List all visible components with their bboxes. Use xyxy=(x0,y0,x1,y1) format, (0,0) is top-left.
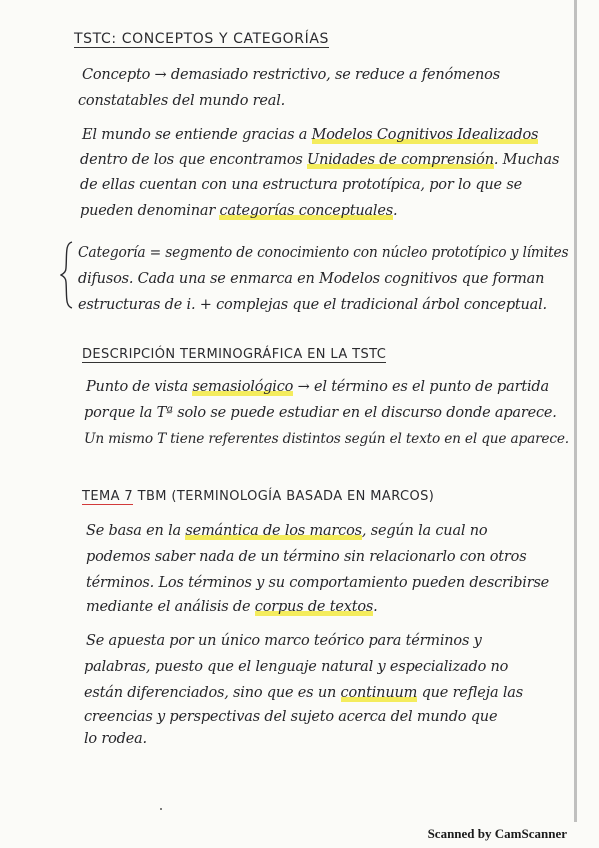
highlight-semantica-marcos: semántica de los marcos xyxy=(185,523,362,539)
tbm-line-2: podemos saber nada de un término sin relacionarlo con otros xyxy=(86,549,527,565)
descripcion-line-3: Un mismo T tiene referentes distintos según el texto en el que aparece. xyxy=(84,431,569,447)
concepto-line-1: Concepto → demasiado restrictivo, se reduce a fenómenos xyxy=(82,67,500,83)
concepto-line-2: constatables del mundo real. xyxy=(78,93,286,109)
highlight-continuum: continuum xyxy=(340,685,418,701)
mundo-line-4: pueden denominar categorías conceptuales. xyxy=(80,203,398,219)
categoria-line-2: difusos. Cada una se enmarca en Modelos cognitivos que forman xyxy=(78,271,545,287)
descripcion-line-1: Punto de vista semasiológico → el término es el punto de partida xyxy=(86,379,549,395)
highlight-modelos-cognitivos: Modelos Cognitivos Idealizados xyxy=(311,127,539,143)
apuesta-line-2: palabras, puesto que el lenguaje natural y especializado no xyxy=(84,659,509,675)
highlight-categorias-conceptuales: categorías conceptuales xyxy=(219,203,393,219)
highlight-semasiologico: semasiológico xyxy=(192,379,294,395)
categoria-line-3: estructuras de i. + complejas que el tradicional árbol conceptual. xyxy=(78,297,547,313)
descripcion-line-2: porque la Tª solo se puede estudiar en el discurso donde aparece. xyxy=(84,405,557,421)
tema7-label: TEMA 7 xyxy=(82,489,134,504)
tbm-line-1: Se basa en la semántica de los marcos, según la cual no xyxy=(86,523,488,539)
apuesta-line-3: están diferenciados, sino que es un continuum que refleja las xyxy=(84,685,523,701)
highlight-unidades-comprension: Unidades de comprensión xyxy=(307,152,494,168)
tbm-line-3: términos. Los términos y su comportamiento pueden describirse xyxy=(86,575,550,591)
apuesta-line-5: lo rodea. xyxy=(84,731,147,747)
tbm-line-4: mediante el análisis de corpus de textos. xyxy=(86,599,378,615)
apuesta-line-4: creencias y perspectivas del sujeto acerca del mundo que xyxy=(84,709,498,725)
page-title: TSTC: CONCEPTOS Y CATEGORÍAS xyxy=(74,31,330,47)
curly-brace xyxy=(60,240,74,310)
ink-speck xyxy=(160,808,162,810)
scanner-watermark: Scanned by CamScanner xyxy=(427,826,567,841)
highlight-corpus-textos: corpus de textos xyxy=(254,599,374,615)
section-heading-descripcion: DESCRIPCIÓN TERMINOGRÁFICA EN LA TSTC xyxy=(82,347,387,362)
mundo-line-1: El mundo se entiende gracias a Modelos Cognitivos Idealizados xyxy=(82,127,539,143)
page-edge-shadow xyxy=(574,0,577,822)
categoria-line-1: Categoría = segmento de conocimiento con núcleo prototípico y límites xyxy=(78,245,569,261)
mundo-line-2: dentro de los que encontramos Unidades de comprensión. Muchas xyxy=(80,152,560,168)
mundo-line-3: de ellas cuentan con una estructura prototípica, por lo que se xyxy=(80,177,522,193)
apuesta-line-1: Se apuesta por un único marco teórico para términos y xyxy=(86,633,482,649)
section-heading-tema7: TEMA 7 TBM (TERMINOLOGÍA BASADA EN MARCOS) xyxy=(82,489,435,504)
